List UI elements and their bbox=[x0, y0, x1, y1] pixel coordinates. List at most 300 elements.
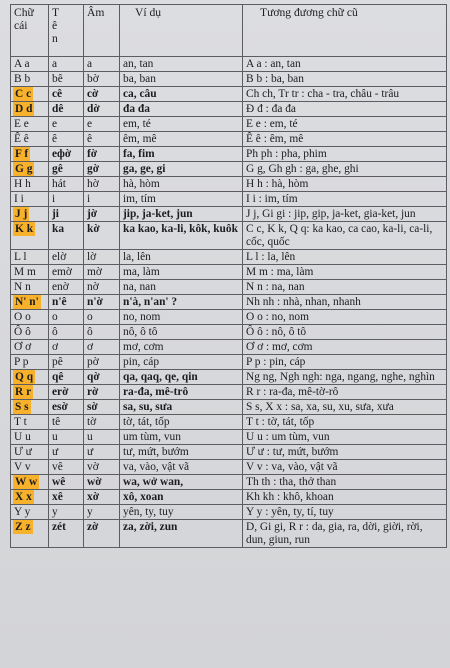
table-row bbox=[11, 192, 447, 207]
equivalent-cell bbox=[243, 147, 447, 162]
name-cell-text: u bbox=[52, 431, 58, 443]
table-row bbox=[11, 460, 447, 475]
table-row bbox=[11, 340, 447, 355]
equivalent-cell bbox=[243, 505, 447, 520]
letter-cell bbox=[11, 355, 49, 370]
header-chu-cai bbox=[11, 5, 49, 57]
equivalent-cell-text: S s, X x : sa, xa, su, xu, sưa, xưa bbox=[246, 401, 394, 413]
equivalent-cell-text: U u : um tùm, vun bbox=[246, 431, 330, 443]
example-cell-text: um tùm, vun bbox=[123, 431, 181, 443]
example-cell-text: qa, qaq, qe, qin bbox=[123, 371, 198, 383]
sound-cell-text: lờ bbox=[87, 251, 97, 263]
equivalent-cell-text: Ô ô : nô, ô tô bbox=[246, 326, 307, 338]
sound-cell-text: gờ bbox=[87, 163, 100, 175]
equivalent-cell-text: Th th : tha, thở than bbox=[246, 476, 337, 488]
sound-cell bbox=[84, 340, 120, 355]
equivalent-cell bbox=[243, 490, 447, 505]
sound-cell-text: n'ờ bbox=[87, 296, 103, 308]
name-cell bbox=[49, 72, 84, 87]
sound-cell bbox=[84, 265, 120, 280]
sound-cell bbox=[84, 400, 120, 415]
letter-cell bbox=[11, 87, 49, 102]
letter-cell bbox=[11, 460, 49, 475]
letter-cell bbox=[11, 207, 49, 222]
name-cell-text: dê bbox=[52, 103, 64, 115]
sound-cell-text: hờ bbox=[87, 178, 99, 190]
sound-cell-text: jờ bbox=[87, 208, 98, 220]
example-cell bbox=[120, 505, 243, 520]
table-row bbox=[11, 222, 447, 250]
letter-highlight: F f bbox=[15, 148, 29, 160]
sound-cell bbox=[84, 520, 120, 548]
sound-cell bbox=[84, 415, 120, 430]
name-cell-text: elờ bbox=[52, 251, 67, 263]
name-cell bbox=[49, 505, 84, 520]
name-cell bbox=[49, 430, 84, 445]
sound-cell-text: vờ bbox=[87, 461, 99, 473]
equivalent-cell bbox=[243, 475, 447, 490]
letter-cell bbox=[11, 430, 49, 445]
example-cell bbox=[120, 415, 243, 430]
equivalent-cell bbox=[243, 57, 447, 72]
letter-cell bbox=[11, 177, 49, 192]
header-am-label: Âm bbox=[87, 6, 105, 19]
equivalent-cell bbox=[243, 177, 447, 192]
sound-cell bbox=[84, 222, 120, 250]
letter-cell bbox=[11, 57, 49, 72]
example-cell-text: wa, wở wan, bbox=[123, 476, 184, 488]
name-cell bbox=[49, 310, 84, 325]
sound-cell-text: zờ bbox=[87, 521, 99, 533]
example-cell-text: xô, xoan bbox=[123, 491, 164, 503]
letter-cell bbox=[11, 325, 49, 340]
name-cell bbox=[49, 177, 84, 192]
example-cell-text: nô, ô tô bbox=[123, 326, 158, 338]
sound-cell bbox=[84, 87, 120, 102]
sound-cell bbox=[84, 310, 120, 325]
example-cell-text: na, nan bbox=[123, 281, 156, 293]
example-cell bbox=[120, 265, 243, 280]
letter-cell bbox=[11, 385, 49, 400]
example-cell bbox=[120, 520, 243, 548]
table-row bbox=[11, 207, 447, 222]
example-cell bbox=[120, 177, 243, 192]
table-row bbox=[11, 132, 447, 147]
sound-cell-text: nờ bbox=[87, 281, 99, 293]
letter-cell bbox=[11, 415, 49, 430]
equivalent-cell bbox=[243, 460, 447, 475]
letter-cell-text: V v bbox=[14, 461, 31, 473]
sound-cell bbox=[84, 132, 120, 147]
sound-cell bbox=[84, 147, 120, 162]
equivalent-cell-text: R r : ra-đa, mê-tờ-rô bbox=[246, 386, 339, 398]
example-cell bbox=[120, 57, 243, 72]
letter-cell bbox=[11, 192, 49, 207]
equivalent-cell-text: Ơ ơ : mơ, cơm bbox=[246, 341, 313, 353]
example-cell bbox=[120, 280, 243, 295]
equivalent-cell-text: Đ đ : đa đa bbox=[246, 103, 296, 115]
letter-cell-text: N n bbox=[14, 281, 31, 293]
example-cell bbox=[120, 445, 243, 460]
letter-cell bbox=[11, 295, 49, 310]
letter-cell-text: Ư ư bbox=[14, 446, 32, 458]
example-cell bbox=[120, 222, 243, 250]
example-cell-text: ma, làm bbox=[123, 266, 160, 278]
header-am bbox=[84, 5, 120, 57]
letter-cell-text: Ô ô bbox=[14, 326, 31, 338]
name-cell-text: n'ê bbox=[52, 296, 67, 308]
name-cell-text: cê bbox=[52, 88, 63, 100]
table-row bbox=[11, 72, 447, 87]
equivalent-cell-text: J j, Gi gi : jip, gip, ja-ket, gia-ket, jun bbox=[246, 208, 416, 220]
sound-cell bbox=[84, 445, 120, 460]
letter-cell bbox=[11, 475, 49, 490]
sound-cell bbox=[84, 355, 120, 370]
table-row bbox=[11, 445, 447, 460]
sound-cell bbox=[84, 475, 120, 490]
name-cell-text: tê bbox=[52, 416, 61, 428]
example-cell bbox=[120, 162, 243, 177]
letter-cell bbox=[11, 132, 49, 147]
letter-cell bbox=[11, 280, 49, 295]
equivalent-cell-text: A a : an, tan bbox=[246, 58, 301, 70]
equivalent-cell-text: P p : pin, cáp bbox=[246, 356, 306, 368]
letter-highlight: X x bbox=[15, 491, 32, 503]
name-cell-text: eфờ bbox=[52, 148, 72, 160]
equivalent-cell-text: Ph ph : pha, phim bbox=[246, 148, 327, 160]
table-row bbox=[11, 370, 447, 385]
example-cell-text: ba, ban bbox=[123, 73, 156, 85]
example-cell bbox=[120, 310, 243, 325]
sound-cell bbox=[84, 250, 120, 265]
letter-cell bbox=[11, 147, 49, 162]
equivalent-cell bbox=[243, 415, 447, 430]
example-cell-text: sa, su, sưa bbox=[123, 401, 173, 413]
name-cell-text: wê bbox=[52, 476, 66, 488]
sound-cell bbox=[84, 72, 120, 87]
table-row bbox=[11, 117, 447, 132]
example-cell-text: tờ, tát, tốp bbox=[123, 416, 170, 428]
table-row bbox=[11, 162, 447, 177]
letter-highlight: D d bbox=[15, 103, 33, 115]
sound-cell-text: mờ bbox=[87, 266, 102, 278]
example-cell bbox=[120, 250, 243, 265]
example-cell-text: ka kao, ka-li, kôk, kuôk bbox=[123, 223, 238, 235]
equivalent-cell-text: C c, K k, Q q: ka kao, ca cao, ka-li, ca-li, cốc, quốc bbox=[246, 223, 433, 248]
equivalent-cell bbox=[243, 102, 447, 117]
table-row bbox=[11, 430, 447, 445]
example-cell bbox=[120, 207, 243, 222]
letter-cell-text: L l bbox=[14, 251, 27, 263]
equivalent-cell bbox=[243, 132, 447, 147]
equivalent-cell bbox=[243, 280, 447, 295]
letter-cell-text: Ê ê bbox=[14, 133, 29, 145]
example-cell-text: em, té bbox=[123, 118, 151, 130]
table-row bbox=[11, 490, 447, 505]
name-cell bbox=[49, 385, 84, 400]
sound-cell-text: ê bbox=[87, 133, 93, 145]
sound-cell bbox=[84, 117, 120, 132]
sound-cell bbox=[84, 192, 120, 207]
letter-cell-text: U u bbox=[14, 431, 31, 443]
example-cell-text: ca, câu bbox=[123, 88, 157, 100]
table-row bbox=[11, 505, 447, 520]
sound-cell-text: ư bbox=[87, 446, 94, 458]
letter-cell bbox=[11, 222, 49, 250]
name-cell-text: xê bbox=[52, 491, 63, 503]
letter-highlight: Z z bbox=[15, 521, 31, 533]
name-cell bbox=[49, 415, 84, 430]
letter-highlight: R r bbox=[15, 386, 32, 398]
letter-highlight: N' n' bbox=[15, 296, 39, 308]
header-vi-du-label: Ví dụ bbox=[135, 6, 162, 19]
letter-highlight: K k bbox=[15, 223, 34, 235]
name-cell-text: e bbox=[52, 118, 58, 130]
name-cell-text: ji bbox=[52, 208, 59, 220]
sound-cell-text: o bbox=[87, 311, 93, 323]
example-cell bbox=[120, 460, 243, 475]
letter-highlight: J j bbox=[15, 208, 28, 220]
letter-cell bbox=[11, 400, 49, 415]
name-cell-text: y bbox=[52, 506, 58, 518]
example-cell bbox=[120, 370, 243, 385]
example-cell bbox=[120, 147, 243, 162]
sound-cell bbox=[84, 430, 120, 445]
sound-cell-text: pờ bbox=[87, 356, 99, 368]
name-cell bbox=[49, 280, 84, 295]
sound-cell bbox=[84, 280, 120, 295]
letter-highlight: W w bbox=[15, 476, 38, 488]
name-cell bbox=[49, 132, 84, 147]
example-cell-text: êm, mê bbox=[123, 133, 157, 145]
example-cell bbox=[120, 325, 243, 340]
example-cell bbox=[120, 385, 243, 400]
example-cell-text: hà, hòm bbox=[123, 178, 160, 190]
name-cell-text: pê bbox=[52, 356, 63, 368]
letter-cell bbox=[11, 340, 49, 355]
sound-cell bbox=[84, 207, 120, 222]
example-cell-text: n'à, n'an' ? bbox=[123, 296, 178, 308]
equivalent-cell bbox=[243, 445, 447, 460]
name-cell bbox=[49, 295, 84, 310]
name-cell bbox=[49, 222, 84, 250]
sound-cell-text: bờ bbox=[87, 73, 99, 85]
name-cell-text: ơ bbox=[52, 341, 59, 353]
name-cell-text: vê bbox=[52, 461, 63, 473]
example-cell bbox=[120, 430, 243, 445]
header-ten-line2: ê bbox=[52, 19, 58, 32]
table-header-row bbox=[11, 5, 447, 57]
letter-cell-text: E e bbox=[14, 118, 29, 130]
name-cell bbox=[49, 340, 84, 355]
sound-cell-text: i bbox=[87, 193, 91, 205]
letter-cell bbox=[11, 490, 49, 505]
equivalent-cell-text: Kh kh : khô, khoan bbox=[246, 491, 334, 503]
equivalent-cell-text: L l : la, lên bbox=[246, 251, 296, 263]
table-row bbox=[11, 147, 447, 162]
equivalent-cell-text: N n : na, nan bbox=[246, 281, 305, 293]
name-cell-text: enờ bbox=[52, 281, 69, 293]
equivalent-cell-text: B b : ba, ban bbox=[246, 73, 304, 85]
equivalent-cell-text: Nh nh : nhà, nhan, nhanh bbox=[246, 296, 361, 308]
header-tuong-duong-label: Tương đương chữ cũ bbox=[260, 6, 358, 19]
name-cell bbox=[49, 57, 84, 72]
header-chu-cai-line1: Chữ bbox=[14, 6, 34, 19]
name-cell bbox=[49, 162, 84, 177]
table-row bbox=[11, 280, 447, 295]
equivalent-cell-text: Ư ư : tư, mứt, bướm bbox=[246, 446, 339, 458]
name-cell-text: zét bbox=[52, 521, 66, 533]
equivalent-cell bbox=[243, 72, 447, 87]
sound-cell-text: kờ bbox=[87, 223, 100, 235]
sound-cell-text: rờ bbox=[87, 386, 99, 398]
table-row bbox=[11, 177, 447, 192]
letter-highlight: S s bbox=[15, 401, 29, 413]
equivalent-cell-text: O o : no, nom bbox=[246, 311, 309, 323]
name-cell bbox=[49, 250, 84, 265]
example-cell-text: mơ, cơm bbox=[123, 341, 164, 353]
sound-cell-text: wờ bbox=[87, 476, 102, 488]
name-cell bbox=[49, 460, 84, 475]
name-cell bbox=[49, 87, 84, 102]
equivalent-cell-text: T t : tờ, tát, tốp bbox=[246, 416, 315, 428]
name-cell-text: ư bbox=[52, 446, 59, 458]
example-cell bbox=[120, 295, 243, 310]
name-cell-text: a bbox=[52, 58, 58, 70]
example-cell-text: va, vào, vật vã bbox=[123, 461, 190, 473]
equivalent-cell bbox=[243, 385, 447, 400]
letter-cell-text: Ơ ơ bbox=[14, 341, 32, 353]
sound-cell bbox=[84, 370, 120, 385]
sound-cell-text: tờ bbox=[87, 416, 97, 428]
equivalent-cell bbox=[243, 355, 447, 370]
sound-cell-text: a bbox=[87, 58, 93, 70]
letter-cell bbox=[11, 310, 49, 325]
equivalent-cell bbox=[243, 162, 447, 177]
letter-cell bbox=[11, 520, 49, 548]
equivalent-cell bbox=[243, 430, 447, 445]
equivalent-cell-text: G g, Gh gh : ga, ghe, ghi bbox=[246, 163, 359, 175]
table-row bbox=[11, 325, 447, 340]
equivalent-cell bbox=[243, 325, 447, 340]
letter-cell-text: P p bbox=[14, 356, 29, 368]
sound-cell-text: y bbox=[87, 506, 93, 518]
example-cell bbox=[120, 117, 243, 132]
table-row bbox=[11, 310, 447, 325]
name-cell-text: i bbox=[52, 193, 56, 205]
equivalent-cell bbox=[243, 87, 447, 102]
name-cell-text: qê bbox=[52, 371, 64, 383]
sound-cell bbox=[84, 177, 120, 192]
name-cell bbox=[49, 265, 84, 280]
example-cell bbox=[120, 132, 243, 147]
example-cell bbox=[120, 87, 243, 102]
example-cell bbox=[120, 192, 243, 207]
sound-cell bbox=[84, 162, 120, 177]
name-cell bbox=[49, 147, 84, 162]
name-cell-text: ê bbox=[52, 133, 58, 145]
letter-cell-text: B b bbox=[14, 73, 31, 85]
example-cell bbox=[120, 400, 243, 415]
name-cell-text: bê bbox=[52, 73, 63, 85]
example-cell bbox=[120, 102, 243, 117]
sound-cell bbox=[84, 460, 120, 475]
equivalent-cell-text: E e : em, té bbox=[246, 118, 298, 130]
name-cell bbox=[49, 370, 84, 385]
name-cell bbox=[49, 192, 84, 207]
name-cell-text: hát bbox=[52, 178, 66, 190]
name-cell bbox=[49, 490, 84, 505]
letter-cell-text: I i bbox=[14, 193, 24, 205]
table-row bbox=[11, 57, 447, 72]
equivalent-cell-text: Ch ch, Tr tr : cha - tra, châu - trâu bbox=[246, 88, 400, 100]
letter-cell-text: T t bbox=[14, 416, 27, 428]
equivalent-cell bbox=[243, 117, 447, 132]
table-row bbox=[11, 415, 447, 430]
header-ten-line3: n bbox=[52, 32, 58, 45]
sound-cell-text: xờ bbox=[87, 491, 100, 503]
letter-cell bbox=[11, 370, 49, 385]
header-chu-cai-line2: cái bbox=[14, 19, 28, 32]
name-cell bbox=[49, 117, 84, 132]
alphabet-table-body bbox=[11, 5, 447, 548]
letter-cell bbox=[11, 102, 49, 117]
example-cell-text: tư, mứt, bướm bbox=[123, 446, 189, 458]
equivalent-cell bbox=[243, 295, 447, 310]
table-row bbox=[11, 355, 447, 370]
example-cell bbox=[120, 355, 243, 370]
equivalent-cell bbox=[243, 265, 447, 280]
header-ten bbox=[49, 5, 84, 57]
table-row bbox=[11, 250, 447, 265]
example-cell-text: no, nom bbox=[123, 311, 161, 323]
header-vi-du bbox=[120, 5, 243, 57]
name-cell bbox=[49, 325, 84, 340]
equivalent-cell-text: V v : va, vào, vật vã bbox=[246, 461, 338, 473]
equivalent-cell bbox=[243, 400, 447, 415]
letter-cell-text: Y y bbox=[14, 506, 31, 518]
equivalent-cell bbox=[243, 340, 447, 355]
table-row bbox=[11, 400, 447, 415]
equivalent-cell bbox=[243, 192, 447, 207]
letter-cell bbox=[11, 250, 49, 265]
name-cell bbox=[49, 207, 84, 222]
letter-highlight: Q q bbox=[15, 371, 34, 383]
sound-cell-text: e bbox=[87, 118, 93, 130]
letter-cell-text: M m bbox=[14, 266, 36, 278]
name-cell bbox=[49, 102, 84, 117]
letter-cell bbox=[11, 72, 49, 87]
table-row bbox=[11, 265, 447, 280]
equivalent-cell-text: Ê ê : êm, mê bbox=[246, 133, 304, 145]
header-ten-line1: T bbox=[52, 6, 60, 19]
table-row bbox=[11, 520, 447, 548]
name-cell-text: ka bbox=[52, 223, 65, 235]
sound-cell bbox=[84, 490, 120, 505]
equivalent-cell-text: D, Gi gi, R r : da, gia, ra, dời, giời, rời, dun, giun, run bbox=[246, 521, 423, 546]
header-tuong-duong bbox=[243, 5, 447, 57]
example-cell-text: fa, fim bbox=[123, 148, 155, 160]
example-cell-text: jip, ja-ket, jun bbox=[123, 208, 193, 220]
name-cell-text: erờ bbox=[52, 386, 69, 398]
equivalent-cell bbox=[243, 310, 447, 325]
table-row bbox=[11, 87, 447, 102]
equivalent-cell-text: Y y : yên, ty, tí, tuy bbox=[246, 506, 334, 518]
letter-cell-text: H h bbox=[14, 178, 31, 190]
alphabet-table bbox=[10, 4, 447, 548]
sound-cell bbox=[84, 325, 120, 340]
name-cell bbox=[49, 445, 84, 460]
